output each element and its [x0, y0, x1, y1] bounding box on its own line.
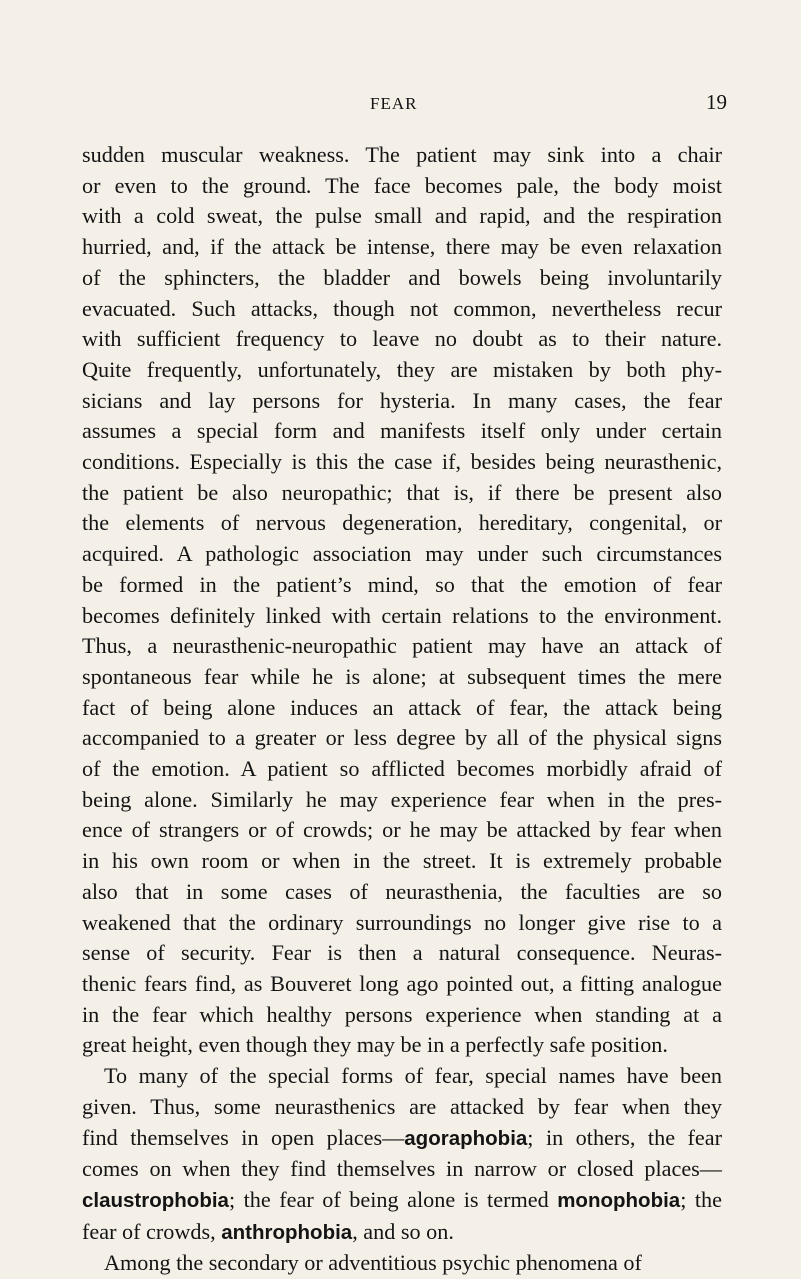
text-line: or even to the ground. The face becomes pale, the body moist — [82, 172, 722, 198]
text-segment: ; the fear of being alone is termed — [228, 1186, 558, 1212]
text-line: accompanied to a greater or less degree by all of the physical signs — [82, 725, 722, 751]
text-segment: ; the — [680, 1186, 722, 1212]
text-line: hurried, and, if the attack be intense, there may be even relaxation — [82, 234, 722, 260]
text-segment: fear of crowds, — [82, 1218, 222, 1244]
text-line: acquired. A pathologic association may under such circumstances — [82, 541, 722, 567]
text-segment: ; in others, the fear — [527, 1124, 722, 1150]
paragraph-2 — [82, 1061, 722, 1248]
text-line: given. Thus, some neurasthenics are attacked by fear when they — [82, 1093, 722, 1119]
text-line: Thus, a neurasthenic-neuropathic patient may have an attack of — [82, 633, 722, 659]
text-segment: , and so on. — [352, 1218, 454, 1244]
text-line: with sufficient frequency to leave no doubt as to their nature. — [82, 326, 722, 352]
text-line: evacuated. Such attacks, though not common, nevertheless recur — [82, 295, 722, 321]
text-line: great height, even though they may be in a perfectly safe position. — [82, 1032, 668, 1058]
text-line: the elements of nervous degeneration, hereditary, congenital, or — [82, 510, 722, 536]
text-line: conditions. Especially is this the case if, besides being neurasthenic, — [82, 449, 722, 475]
text-line: fact of being alone induces an attack of fear, the attack being — [82, 694, 722, 720]
text-line — [82, 1185, 722, 1217]
text-line: also that in some cases of neurasthenia, the faculties are so — [82, 878, 722, 904]
term-agoraphobia: agoraphobia — [404, 1126, 528, 1150]
text-line: the patient be also neuropathic; that is, if there be present also — [82, 479, 722, 505]
text-line: being alone. Similarly he may experience fear when in the pres- — [82, 786, 722, 812]
text-line: with a cold sweat, the pulse small and rapid, and the respiration — [82, 203, 722, 229]
term-anthrophobia: anthrophobia — [221, 1220, 353, 1244]
text-line: in the fear which healthy persons experience when standing at a — [82, 1001, 722, 1027]
text-line: assumes a special form and manifests itself only under certain — [82, 418, 722, 444]
text-line — [82, 1123, 722, 1155]
text-line — [82, 1217, 722, 1249]
text-line: be formed in the patient’s mind, so that the emotion of fear — [82, 571, 722, 597]
text-line: weakened that the ordinary surroundings no longer give rise to a — [82, 909, 722, 935]
paragraph-3 — [82, 1248, 722, 1279]
text-line: becomes definitely linked with certain relations to the environment. — [82, 602, 722, 628]
text-line: Among the secondary or adventitious psychic phenomena of — [104, 1250, 642, 1276]
text-line: of the sphincters, the bladder and bowels being involuntarily — [82, 264, 722, 290]
body-text — [82, 140, 722, 1279]
text-line: ence of strangers or of crowds; or he may be attacked by fear when — [82, 817, 722, 843]
text-line: thenic fears find, as Bouveret long ago pointed out, a fitting analogue — [82, 970, 722, 996]
text-line: spontaneous fear while he is alone; at subsequent times the mere — [82, 663, 722, 689]
text-line: To many of the special forms of fear, special names have been — [104, 1063, 722, 1089]
text-line: in his own room or when in the street. It is extremely probable — [82, 848, 722, 874]
running-head: FEAR — [370, 94, 418, 113]
text-line: sicians and lay persons for hysteria. In many cases, the fear — [82, 387, 722, 413]
text-line: sense of security. Fear is then a natural consequence. Neuras- — [82, 940, 722, 966]
term-monophobia: monophobia — [557, 1188, 681, 1212]
text-line: of the emotion. A patient so afflicted becomes morbidly afraid of — [82, 756, 722, 782]
term-claustrophobia: claustrophobia — [82, 1188, 229, 1212]
text-line: Quite frequently, unfortunately, they are mistaken by both phy- — [82, 356, 722, 382]
text-line: comes on when they find themselves in narrow or closed places— — [82, 1156, 722, 1182]
text-segment: find themselves in open places— — [82, 1124, 405, 1150]
text-line: sudden muscular weakness. The patient may sink into a chair — [82, 142, 722, 167]
page-number: 19 — [706, 90, 727, 114]
paragraph-1 — [82, 140, 722, 1061]
